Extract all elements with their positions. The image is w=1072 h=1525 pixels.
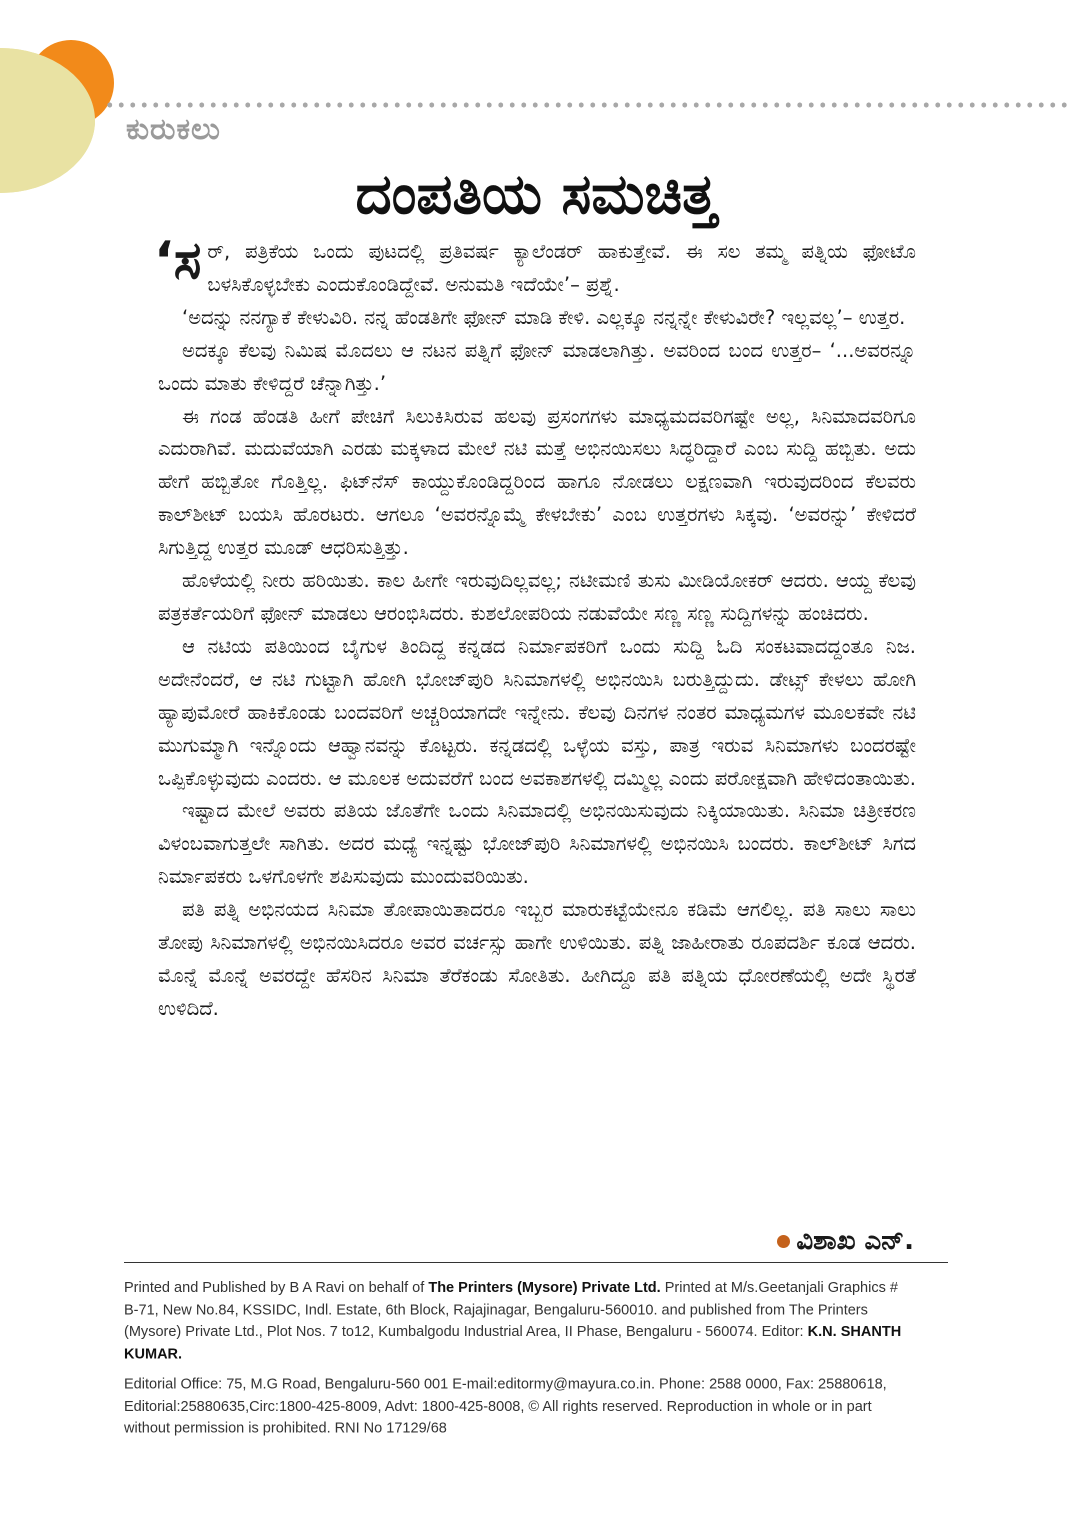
article-body bbox=[154, 231, 916, 1026]
imprint-printer: Printed and Published by B A Ravi on behalf of The Printers (Mysore) Private Ltd. Printed at M/s.Geetanjali Graphics # B-71, New No.84, KSSIDC, Indl. Estate, 6th Block, Rajajinagar, Bengaluru-560010. and published from The Printers (Mysore) Private Ltd., Plot Nos. 7 to12, Kumbalgodu Industrial Area, II Phase, Bengaluru - 560074. Editor: K.N. SHANTH KUMAR. bbox=[124, 1279, 902, 1362]
article-paragraph: ‘ಅದನ್ನು ನನಗ್ಯಾಕೆ ಕೇಳುವಿರಿ. ನನ್ನ ಹೆಂಡತಿಗೇ ಫೋನ್ ಮಾಡಿ ಕೇಳಿ. ಎಲ್ಲಕ್ಕೂ ನನ್ನನ್ನೇ ಕೇಳುವಿರೇ? ಇಲ್ಲವಲ್ಲ’– ಉತ್ತರ. bbox=[182, 305, 906, 329]
article-paragraph: ಹೊಳೆಯಲ್ಲಿ ನೀರು ಹರಿಯಿತು. ಕಾಲ ಹೀಗೇ ಇರುವುದಿಲ್ಲವಲ್ಲ; ನಟೀಮಣಿ ತುಸು ಮೀಡಿಯೋಕರ್ ಆದರು. ಆಯ್ದ ಕೆಲವು ಪತ್ರಕರ್ತೆಯರಿಗೆ ಫೋನ್ ಮಾಡಲು ಆರಂಭಿಸಿದರು. ಕುಶಲೋಪರಿಯ ನಡುವೆಯೇ ಸಣ್ಣ ಸಣ್ಣ ಸುದ್ದಿಗಳನ್ನು ಹಂಚಿದರು. bbox=[158, 569, 916, 625]
byline-bullet-icon bbox=[777, 1235, 790, 1248]
article-paragraph: ಪತಿ ಪತ್ನಿ ಅಭಿನಯದ ಸಿನಿಮಾ ತೋಪಾಯಿತಾದರೂ ಇಬ್ಬರ ಮಾರುಕಟ್ಟೆಯೇನೂ ಕಡಿಮೆ ಆಗಲಿಲ್ಲ. ಪತಿ ಸಾಲು ಸಾಲು ತೋಪು ಸಿನಿಮಾಗಳಲ್ಲಿ ಅಭಿನಯಿಸಿದರೂ ಅವರ ವರ್ಚಸ್ಸು ಹಾಗೇ ಉಳಿಯಿತು. ಪತ್ನಿ ಜಾಹೀರಾತು ರೂಪದರ್ಶಿ ಕೂಡ ಆದರು. ಮೊನ್ನೆ ಮೊನ್ನೆ ಅವರದ್ದೇ ಹೆಸರಿನ ಸಿನಿಮಾ ತೆರೆಕಂಡು ಸೋತಿತು. ಹೀಗಿದ್ದೂ ಪತಿ ಪತ್ನಿಯ ಧೋರಣೆಯಲ್ಲಿ ಅದೇ ಸ್ಥಿರತೆ ಉಳಿದಿದೆ. bbox=[158, 898, 916, 1020]
imprint-company: The Printers (Mysore) Private Ltd. bbox=[428, 1279, 661, 1296]
dotted-rule bbox=[104, 100, 1072, 110]
article-paragraph: ಇಷ್ಟಾದ ಮೇಲೆ ಅವರು ಪತಿಯ ಜೊತೆಗೇ ಒಂದು ಸಿನಿಮಾದಲ್ಲಿ ಅಭಿನಯಿಸುವುದು ನಿಕ್ಕಿಯಾಯಿತು. ಸಿನಿಮಾ ಚಿತ್ರೀಕರಣ ವಿಳಂಬವಾಗುತ್ತಲೇ ಸಾಗಿತು. ಅದರ ಮಧ್ಯೆ ಇನ್ನಷ್ಟು ಭೋಜ್‌ಪುರಿ ಸಿನಿಮಾಗಳಲ್ಲಿ ಅಭಿನಯಿಸಿ ಬಂದರು. ಕಾಲ್‌ಶೀಟ್ ಸಿಗದ ನಿರ್ಮಾಪಕರು ಒಳಗೊಳಗೇ ಶಪಿಸುವುದು ಮುಂದುವರಿಯಿತು. bbox=[158, 799, 916, 889]
article-paragraph: ‘ಸರ್, ಪತ್ರಿಕೆಯ ಒಂದು ಪುಟದಲ್ಲಿ ಪ್ರತಿವರ್ಷ ಕ್ಯಾಲೆಂಡರ್ ಹಾಕುತ್ತೇವೆ. ಈ ಸಲ ತಮ್ಮ ಪತ್ನಿಯ ಫೋಟೊ ಬಳಸಿಕೊಳ್ಳಬೇಕು ಎಂದುಕೊಂಡಿದ್ದೇವೆ. ಅನುಮತಿ ಇದೆಯೇ’– ಪ್ರಶ್ನೆ. bbox=[154, 231, 916, 296]
article-paragraph: ಈ ಗಂಡ ಹೆಂಡತಿ ಹೀಗೆ ಪೇಚಿಗೆ ಸಿಲುಕಿಸಿರುವ ಹಲವು ಪ್ರಸಂಗಗಳು ಮಾಧ್ಯಮದವರಿಗಷ್ಟೇ ಅಲ್ಲ, ಸಿನಿಮಾದವರಿಗೂ ಎದುರಾಗಿವೆ. ಮದುವೆಯಾಗಿ ಎರಡು ಮಕ್ಕಳಾದ ಮೇಲೆ ನಟಿ ಮತ್ತೆ ಅಭಿನಯಿಸಲು ಸಿದ್ಧರಿದ್ದಾರೆ ಎಂಬ ಸುದ್ದಿ ಹಬ್ಬಿತು. ಅದು ಹೇಗೆ ಹಬ್ಬಿತೋ ಗೊತ್ತಿಲ್ಲ. ಫಿಟ್‌ನೆಸ್ ಕಾಯ್ದುಕೊಂಡಿದ್ದರಿಂದ ಹಾಗೂ ನೋಡಲು ಲಕ್ಷಣವಾಗಿ ಇರುವುದರಿಂದ ಕೆಲವರು ಕಾಲ್‌ಶೀಟ್ ಬಯಸಿ ಹೊರಟರು. ಆಗಲೂ ‘ಅವರನ್ನೊಮ್ಮೆ ಕೇಳಬೇಕು’ ಎಂಬ ಉತ್ತರಗಳು ಸಿಕ್ಕವು. ‘ಅವರನ್ನು’ ಕೇಳಿದರೆ ಸಿಗುತ್ತಿದ್ದ ಉತ್ತರ ಮೂಡ್ ಆಧರಿಸುತ್ತಿತ್ತು. bbox=[158, 404, 916, 560]
drop-cap: ‘ಸ bbox=[154, 231, 202, 291]
article-paragraph: ಆ ನಟಿಯ ಪತಿಯಿಂದ ಬೈಗುಳ ತಿಂದಿದ್ದ ಕನ್ನಡದ ನಿರ್ಮಾಪಕರಿಗೆ ಒಂದು ಸುದ್ದಿ ಓದಿ ಸಂಕಟವಾದದ್ದಂತೂ ನಿಜ. ಅದೇನೆಂದರೆ, ಆ ನಟಿ ಗುಟ್ಟಾಗಿ ಹೋಗಿ ಭೋಜ್‌ಪುರಿ ಸಿನಿಮಾಗಳಲ್ಲಿ ಅಭಿನಯಿಸಿ ಬರುತ್ತಿದ್ದುದು. ಡೇಟ್ಸ್ ಕೇಳಲು ಹೋಗಿ ಹ್ಯಾಪುಮೋರೆ ಹಾಕಿಕೊಂಡು ಬಂದವರಿಗೆ ಅಚ್ಚರಿಯಾಗದೇ ಇನ್ನೇನು. ಕೆಲವು ದಿನಗಳ ನಂತರ ಮಾಧ್ಯಮಗಳ ಮೂಲಕವೇ ನಟಿ ಮುಗುಮ್ಮಾಗಿ ಇನ್ನೊಂದು ಆಹ್ವಾನವನ್ನು ಕೊಟ್ಟರು. ಕನ್ನಡದಲ್ಲಿ ಒಳ್ಳೆಯ ವಸ್ತು, ಪಾತ್ರ ಇರುವ ಸಿನಿಮಾಗಳು ಬಂದರಷ್ಟೇ ಒಪ್ಪಿಕೊಳ್ಳುವುದು ಎಂದರು. ಆ ಮೂಲಕ ಅದುವರೆಗೆ ಬಂದ ಅವಕಾಶಗಳಲ್ಲಿ ದಮ್ಮಿಲ್ಲ ಎಂದು ಪರೋಕ್ಷವಾಗಿ ಹೇಳಿದಂತಾಯಿತು. bbox=[158, 634, 916, 790]
article-paragraph: ಅದಕ್ಕೂ ಕೆಲವು ನಿಮಿಷ ಮೊದಲು ಆ ನಟನ ಪತ್ನಿಗೆ ಫೋನ್ ಮಾಡಲಾಗಿತ್ತು. ಅವರಿಂದ ಬಂದ ಉತ್ತರ– ‘...ಅವರನ್ನೂ ಒಂದು ಮಾತು ಕೇಳಿದ್ದರೆ ಚೆನ್ನಾಗಿತ್ತು.’ bbox=[158, 338, 916, 395]
publication-imprint bbox=[124, 1277, 902, 1440]
section-label: ಕುರುಕಲು bbox=[126, 112, 221, 147]
footer-divider bbox=[124, 1262, 948, 1263]
author-name: ವಿಶಾಖ ಎನ್. bbox=[796, 1226, 914, 1256]
article-title: ದಂಪತಿಯ ಸಮಚಿತ್ತ bbox=[355, 162, 717, 227]
imprint-office: Editorial Office: 75, M.G Road, Bengaluru-560 001 E-mail:editormy@mayura.co.in. Phone: 2588 0000, Fax: 25880618, Editorial:25880635,Circ:1800-425-8009, Advt: 1800-425-8008, © All rights reserved. Reproduction in whole or in part without permission is prohibited. RNI No 17129/68 bbox=[124, 1376, 887, 1437]
imprint-editor: K.N. SHANTH KUMAR. bbox=[124, 1323, 902, 1362]
byline bbox=[777, 1226, 914, 1257]
